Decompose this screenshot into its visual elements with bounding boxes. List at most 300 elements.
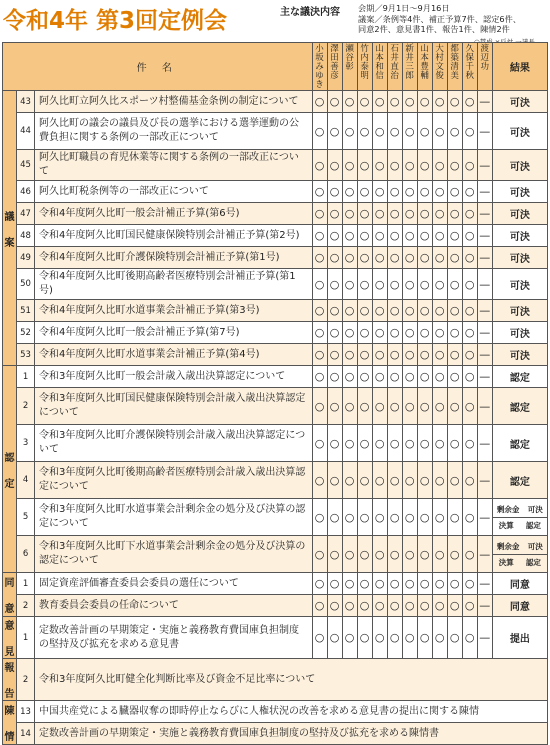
item-number: 45 bbox=[17, 150, 35, 181]
category-cell: 意 見 bbox=[3, 617, 17, 659]
item-title: 令和3年度阿久比町介護保険特別会計歳入歳出決算認定について bbox=[35, 425, 313, 462]
vote-mark: ○ bbox=[357, 595, 372, 617]
table-row bbox=[3, 388, 548, 425]
item-number: 6 bbox=[17, 536, 35, 573]
vote-mark: ○ bbox=[357, 269, 372, 300]
vote-mark: — bbox=[477, 499, 492, 536]
vote-mark: ○ bbox=[447, 203, 462, 225]
vote-mark: ○ bbox=[447, 269, 462, 300]
vote-mark: ○ bbox=[417, 366, 432, 388]
vote-mark: ○ bbox=[327, 225, 342, 247]
result-split-value: 可決 bbox=[527, 541, 543, 551]
result-cell: 可決 bbox=[492, 322, 547, 344]
vote-mark: ○ bbox=[462, 269, 477, 300]
vote-mark: ○ bbox=[342, 425, 357, 462]
table-row bbox=[3, 225, 548, 247]
vote-mark: ○ bbox=[447, 573, 462, 595]
vote-mark: ○ bbox=[357, 499, 372, 536]
vote-mark: ○ bbox=[432, 536, 447, 573]
vote-mark: ○ bbox=[327, 113, 342, 150]
item-number: 50 bbox=[17, 269, 35, 300]
vote-mark: ○ bbox=[432, 499, 447, 536]
vote-mark: ○ bbox=[417, 247, 432, 269]
vote-mark: — bbox=[477, 322, 492, 344]
vote-mark: ○ bbox=[432, 617, 447, 659]
column-header-name: 件 名 bbox=[3, 43, 313, 91]
item-number: 14 bbox=[17, 723, 35, 745]
vote-mark: ○ bbox=[402, 344, 417, 366]
item-title: 阿久比町の議会の議員及び長の選挙における選挙運動の公費負担に関する条例の一部改正について bbox=[35, 113, 313, 150]
vote-mark: ○ bbox=[417, 225, 432, 247]
category-cell: 陳 情 bbox=[3, 701, 17, 745]
vote-mark: ○ bbox=[432, 225, 447, 247]
vote-mark: — bbox=[477, 247, 492, 269]
result-cell: 可決 bbox=[492, 203, 547, 225]
vote-mark: ○ bbox=[402, 462, 417, 499]
table-row bbox=[3, 113, 548, 150]
item-title: 令和4年度阿久比町後期高齢者医療特別会計補正予算(第1号) bbox=[35, 269, 313, 300]
vote-mark: ○ bbox=[357, 344, 372, 366]
vote-mark: ○ bbox=[417, 388, 432, 425]
vote-mark: ○ bbox=[462, 247, 477, 269]
table-row bbox=[3, 536, 548, 573]
member-header: 渡辺功 bbox=[477, 43, 492, 91]
vote-mark: ○ bbox=[462, 322, 477, 344]
vote-mark: ○ bbox=[372, 203, 387, 225]
vote-mark: ○ bbox=[312, 150, 327, 181]
vote-mark: ○ bbox=[387, 595, 402, 617]
vote-mark: ○ bbox=[462, 91, 477, 113]
result-split bbox=[492, 536, 547, 573]
result-cell: 認定 bbox=[492, 425, 547, 462]
vote-mark: ○ bbox=[417, 181, 432, 203]
vote-mark: ○ bbox=[387, 573, 402, 595]
vote-mark: ○ bbox=[417, 150, 432, 181]
table-row bbox=[3, 322, 548, 344]
result-cell: 可決 bbox=[492, 344, 547, 366]
item-title: 定数改善計画の早期策定・実施と義務教育費国庫負担制度の堅持及び拡充を求める意見書 bbox=[35, 617, 313, 659]
table-row bbox=[3, 573, 548, 595]
vote-mark: ○ bbox=[432, 322, 447, 344]
result-split-label: 剰余金 bbox=[496, 541, 520, 551]
vote-mark: ○ bbox=[462, 573, 477, 595]
vote-mark: — bbox=[477, 225, 492, 247]
item-title: 令和4年度阿久比町国民健康保険特別会計補正予算(第2号) bbox=[35, 225, 313, 247]
item-title: 令和4年度阿久比町介護保険特別会計補正予算(第1号) bbox=[35, 247, 313, 269]
vote-mark: ○ bbox=[327, 595, 342, 617]
vote-mark: ○ bbox=[312, 462, 327, 499]
vote-mark: ○ bbox=[447, 366, 462, 388]
vote-mark: ○ bbox=[387, 617, 402, 659]
vote-mark: — bbox=[477, 181, 492, 203]
vote-mark: ○ bbox=[327, 300, 342, 322]
vote-mark: ○ bbox=[312, 617, 327, 659]
vote-mark: ○ bbox=[312, 366, 327, 388]
vote-mark: ○ bbox=[402, 247, 417, 269]
item-number: 2 bbox=[17, 595, 35, 617]
result-cell: 可決 bbox=[492, 181, 547, 203]
vote-mark: ○ bbox=[327, 344, 342, 366]
result-split-value: 認定 bbox=[525, 557, 541, 567]
result-cell: 可決 bbox=[492, 247, 547, 269]
vote-mark: ○ bbox=[417, 595, 432, 617]
member-header: 都築清美 bbox=[447, 43, 462, 91]
vote-mark: ○ bbox=[327, 499, 342, 536]
item-title: 令和3年度阿久比町健全化判断比率及び資金不足比率について bbox=[35, 659, 548, 701]
vote-mark: ○ bbox=[402, 203, 417, 225]
session-meta bbox=[358, 3, 521, 35]
result-split-label: 剰余金 bbox=[496, 504, 520, 514]
vote-mark: ○ bbox=[372, 344, 387, 366]
vote-mark: ○ bbox=[342, 499, 357, 536]
vote-mark: — bbox=[477, 388, 492, 425]
item-number: 1 bbox=[17, 366, 35, 388]
item-title: 阿久比町立阿久比スポーツ村整備基金条例の制定について bbox=[35, 91, 313, 113]
vote-mark: ○ bbox=[387, 203, 402, 225]
vote-mark: ○ bbox=[342, 181, 357, 203]
vote-mark: ○ bbox=[342, 322, 357, 344]
vote-mark: ○ bbox=[342, 366, 357, 388]
vote-mark: ○ bbox=[312, 113, 327, 150]
vote-mark: — bbox=[477, 617, 492, 659]
vote-mark: ○ bbox=[417, 462, 432, 499]
meta-line: 議案／条例等4件、補正予算7件、認定6件、 bbox=[358, 13, 522, 24]
vote-mark: ○ bbox=[372, 617, 387, 659]
vote-mark: ○ bbox=[312, 300, 327, 322]
table-row bbox=[3, 91, 548, 113]
vote-mark: ○ bbox=[357, 300, 372, 322]
vote-mark: ○ bbox=[372, 269, 387, 300]
vote-mark: ○ bbox=[372, 322, 387, 344]
vote-mark: ○ bbox=[372, 113, 387, 150]
table-row bbox=[3, 499, 548, 536]
result-cell: 認定 bbox=[492, 388, 547, 425]
table-row bbox=[3, 203, 548, 225]
item-title: 中国共産党による臓器収奪の即時停止ならびに人権状況の改善を求める意見書の提出に関する陳情 bbox=[35, 701, 548, 723]
vote-mark: ○ bbox=[342, 113, 357, 150]
vote-mark: ○ bbox=[312, 536, 327, 573]
vote-mark: ○ bbox=[462, 150, 477, 181]
item-title: 教育委員会委員の任命について bbox=[35, 595, 313, 617]
category-cell: 認 定 bbox=[3, 366, 17, 573]
vote-mark: ○ bbox=[462, 181, 477, 203]
vote-mark: ○ bbox=[432, 150, 447, 181]
vote-mark: ○ bbox=[372, 388, 387, 425]
vote-mark: ○ bbox=[432, 91, 447, 113]
vote-mark: ○ bbox=[312, 269, 327, 300]
vote-mark: ○ bbox=[342, 225, 357, 247]
vote-mark: — bbox=[477, 344, 492, 366]
table-row bbox=[3, 659, 548, 701]
vote-mark: ○ bbox=[447, 499, 462, 536]
vote-mark: ○ bbox=[357, 113, 372, 150]
vote-mark: ○ bbox=[342, 388, 357, 425]
member-header: 山本豊輔 bbox=[417, 43, 432, 91]
vote-mark: ○ bbox=[417, 113, 432, 150]
item-number: 49 bbox=[17, 247, 35, 269]
vote-mark: ○ bbox=[387, 366, 402, 388]
vote-mark: ○ bbox=[387, 91, 402, 113]
table-row bbox=[3, 425, 548, 462]
vote-mark: ○ bbox=[357, 366, 372, 388]
vote-mark: — bbox=[477, 536, 492, 573]
vote-mark: ○ bbox=[312, 225, 327, 247]
vote-mark: ○ bbox=[327, 617, 342, 659]
vote-mark: ○ bbox=[372, 595, 387, 617]
item-number: 5 bbox=[17, 499, 35, 536]
vote-mark: ○ bbox=[447, 595, 462, 617]
vote-mark: ○ bbox=[402, 300, 417, 322]
vote-mark: ○ bbox=[357, 322, 372, 344]
vote-mark: ○ bbox=[432, 269, 447, 300]
vote-mark: ○ bbox=[342, 462, 357, 499]
item-number: 51 bbox=[17, 300, 35, 322]
member-header: 澤田善彦 bbox=[327, 43, 342, 91]
vote-mark: ○ bbox=[327, 573, 342, 595]
vote-mark: ○ bbox=[462, 300, 477, 322]
vote-mark: ○ bbox=[387, 113, 402, 150]
vote-mark: ○ bbox=[417, 203, 432, 225]
vote-mark: — bbox=[477, 300, 492, 322]
page-title: 令和4年 第3回定例会 bbox=[3, 8, 228, 34]
vote-mark: ○ bbox=[312, 344, 327, 366]
vote-mark: ○ bbox=[342, 300, 357, 322]
vote-mark: ○ bbox=[447, 181, 462, 203]
column-header-result: 結果 bbox=[492, 43, 547, 91]
vote-mark: ○ bbox=[327, 181, 342, 203]
vote-mark: — bbox=[477, 150, 492, 181]
vote-mark: ○ bbox=[462, 425, 477, 462]
vote-mark: ○ bbox=[432, 113, 447, 150]
vote-mark: ○ bbox=[312, 425, 327, 462]
item-title: 令和4年度阿久比町一般会計補正予算(第6号) bbox=[35, 203, 313, 225]
result-cell: 可決 bbox=[492, 91, 547, 113]
vote-mark: ○ bbox=[327, 203, 342, 225]
vote-mark: ○ bbox=[402, 91, 417, 113]
member-header: 小坂みゆき bbox=[312, 43, 327, 91]
vote-mark: ○ bbox=[417, 536, 432, 573]
item-title: 阿久比町職員の育児休業等に関する条例の一部改正について bbox=[35, 150, 313, 181]
result-cell: 可決 bbox=[492, 150, 547, 181]
item-number: 1 bbox=[17, 573, 35, 595]
vote-mark: ○ bbox=[342, 203, 357, 225]
vote-mark: ○ bbox=[387, 300, 402, 322]
vote-mark: ○ bbox=[357, 225, 372, 247]
item-title: 令和3年度阿久比町下水道事業会計剰余金の処分及び決算の認定について bbox=[35, 536, 313, 573]
vote-mark: ○ bbox=[447, 617, 462, 659]
vote-mark: ○ bbox=[357, 388, 372, 425]
vote-mark: ○ bbox=[402, 225, 417, 247]
vote-mark: ○ bbox=[342, 269, 357, 300]
result-split-label: 決算 bbox=[498, 557, 514, 567]
vote-mark: — bbox=[477, 269, 492, 300]
vote-mark: ○ bbox=[447, 225, 462, 247]
vote-mark: ○ bbox=[357, 425, 372, 462]
item-title: 令和4年度阿久比町水道事業会計補正予算(第3号) bbox=[35, 300, 313, 322]
vote-mark: ○ bbox=[327, 269, 342, 300]
item-number: 46 bbox=[17, 181, 35, 203]
vote-mark: ○ bbox=[312, 573, 327, 595]
vote-mark: — bbox=[477, 203, 492, 225]
vote-mark: ○ bbox=[312, 499, 327, 536]
item-number: 48 bbox=[17, 225, 35, 247]
vote-mark: ○ bbox=[312, 388, 327, 425]
vote-mark: ○ bbox=[342, 150, 357, 181]
vote-mark: ○ bbox=[342, 91, 357, 113]
vote-mark: ○ bbox=[417, 425, 432, 462]
item-title: 令和3年度阿久比町水道事業会計剰余金の処分及び決算の認定について bbox=[35, 499, 313, 536]
item-number: 1 bbox=[17, 617, 35, 659]
vote-mark: ○ bbox=[402, 388, 417, 425]
item-title: 令和4年度阿久比町水道事業会計補正予算(第4号) bbox=[35, 344, 313, 366]
vote-mark: ○ bbox=[372, 536, 387, 573]
vote-mark: ○ bbox=[462, 595, 477, 617]
vote-mark: ○ bbox=[372, 225, 387, 247]
vote-mark: ○ bbox=[372, 150, 387, 181]
section-subtitle: 主な議決内容 bbox=[280, 7, 340, 18]
table-row bbox=[3, 181, 548, 203]
result-cell: 同意 bbox=[492, 573, 547, 595]
vote-mark: ○ bbox=[327, 366, 342, 388]
member-header: 竹内泰明 bbox=[357, 43, 372, 91]
item-title: 令和3年度阿久比町国民健康保険特別会計歳入歳出決算認定について bbox=[35, 388, 313, 425]
vote-mark: ○ bbox=[387, 499, 402, 536]
vote-mark: ○ bbox=[357, 247, 372, 269]
vote-mark: ○ bbox=[357, 462, 372, 499]
member-header: 石井直治 bbox=[387, 43, 402, 91]
item-title: 阿久比町税条例等の一部改正について bbox=[35, 181, 313, 203]
vote-mark: ○ bbox=[357, 536, 372, 573]
vote-mark: ○ bbox=[372, 573, 387, 595]
item-number: 47 bbox=[17, 203, 35, 225]
vote-mark: — bbox=[477, 462, 492, 499]
vote-mark: — bbox=[477, 425, 492, 462]
vote-mark: ○ bbox=[417, 322, 432, 344]
vote-mark: ○ bbox=[402, 113, 417, 150]
vote-mark: — bbox=[477, 91, 492, 113]
vote-mark: ○ bbox=[447, 91, 462, 113]
vote-mark: ○ bbox=[417, 91, 432, 113]
vote-mark: ○ bbox=[372, 300, 387, 322]
table-row bbox=[3, 344, 548, 366]
vote-mark: ○ bbox=[447, 536, 462, 573]
vote-mark: ○ bbox=[327, 91, 342, 113]
vote-mark: — bbox=[477, 366, 492, 388]
table-row bbox=[3, 595, 548, 617]
vote-mark: ○ bbox=[447, 388, 462, 425]
member-header: 瀬谷彰 bbox=[342, 43, 357, 91]
vote-mark: ○ bbox=[447, 300, 462, 322]
table-row bbox=[3, 269, 548, 300]
vote-mark: ○ bbox=[447, 425, 462, 462]
vote-mark: ○ bbox=[462, 462, 477, 499]
vote-mark: ○ bbox=[447, 150, 462, 181]
vote-mark: ○ bbox=[447, 113, 462, 150]
result-cell: 提出 bbox=[492, 617, 547, 659]
vote-mark: ○ bbox=[372, 91, 387, 113]
vote-mark: ○ bbox=[357, 203, 372, 225]
vote-mark: ○ bbox=[462, 203, 477, 225]
vote-mark: ○ bbox=[447, 247, 462, 269]
result-cell: 認定 bbox=[492, 462, 547, 499]
vote-mark: ○ bbox=[387, 344, 402, 366]
vote-mark: ○ bbox=[432, 462, 447, 499]
result-cell: 可決 bbox=[492, 113, 547, 150]
result-split-value: 認定 bbox=[525, 520, 541, 530]
vote-mark: ○ bbox=[312, 91, 327, 113]
item-title: 定数改善計画の早期策定・実施と義務教育費国庫負担制度の堅持及び拡充を求める陳情書 bbox=[35, 723, 548, 745]
resolution-table bbox=[2, 42, 548, 745]
vote-mark: ○ bbox=[447, 322, 462, 344]
vote-mark: ○ bbox=[387, 322, 402, 344]
result-cell: 可決 bbox=[492, 225, 547, 247]
vote-mark: ○ bbox=[462, 113, 477, 150]
vote-mark: ○ bbox=[447, 462, 462, 499]
table-row bbox=[3, 300, 548, 322]
vote-mark: ○ bbox=[372, 366, 387, 388]
vote-mark: ○ bbox=[417, 499, 432, 536]
result-split-label: 決算 bbox=[498, 520, 514, 530]
table-row bbox=[3, 366, 548, 388]
vote-mark: ○ bbox=[417, 344, 432, 366]
vote-mark: ○ bbox=[432, 181, 447, 203]
vote-mark: ○ bbox=[462, 344, 477, 366]
member-header: 大村文俊 bbox=[432, 43, 447, 91]
vote-mark: ○ bbox=[432, 573, 447, 595]
table-row bbox=[3, 247, 548, 269]
vote-mark: ○ bbox=[417, 269, 432, 300]
vote-mark: ○ bbox=[432, 300, 447, 322]
category-cell: 議 案 bbox=[3, 91, 17, 366]
vote-mark: ○ bbox=[402, 499, 417, 536]
vote-mark: ○ bbox=[417, 573, 432, 595]
vote-mark: ○ bbox=[387, 425, 402, 462]
vote-mark: ○ bbox=[462, 617, 477, 659]
vote-mark: ○ bbox=[432, 388, 447, 425]
vote-mark: ○ bbox=[432, 366, 447, 388]
vote-mark: ○ bbox=[327, 536, 342, 573]
item-number: 2 bbox=[17, 659, 35, 701]
item-number: 13 bbox=[17, 701, 35, 723]
vote-mark: ○ bbox=[327, 322, 342, 344]
vote-mark: ○ bbox=[387, 181, 402, 203]
meta-line: 同意2件、意見書1件、報告1件、陳情2件 bbox=[358, 24, 510, 35]
item-title: 令和4年度阿久比町一般会計補正予算(第7号) bbox=[35, 322, 313, 344]
vote-mark: ○ bbox=[357, 91, 372, 113]
vote-mark: ○ bbox=[357, 181, 372, 203]
vote-mark: ○ bbox=[312, 322, 327, 344]
category-cell: 報 告 bbox=[3, 659, 17, 701]
table-row bbox=[3, 701, 548, 723]
vote-mark: ○ bbox=[462, 536, 477, 573]
vote-mark: ○ bbox=[387, 462, 402, 499]
vote-mark: ○ bbox=[462, 225, 477, 247]
vote-mark: ○ bbox=[357, 573, 372, 595]
vote-mark: ○ bbox=[447, 344, 462, 366]
vote-mark: ○ bbox=[387, 536, 402, 573]
table-row bbox=[3, 150, 548, 181]
item-number: 3 bbox=[17, 425, 35, 462]
vote-mark: ○ bbox=[387, 388, 402, 425]
result-split-value: 可決 bbox=[527, 504, 543, 514]
meta-line: 会期／9月1日〜9月16日 bbox=[358, 3, 450, 13]
vote-mark: ○ bbox=[372, 247, 387, 269]
vote-mark: ○ bbox=[402, 595, 417, 617]
item-title: 固定資産評価審査委員会委員の選任について bbox=[35, 573, 313, 595]
vote-mark: ○ bbox=[342, 595, 357, 617]
vote-mark: ○ bbox=[432, 425, 447, 462]
vote-mark: ○ bbox=[402, 617, 417, 659]
